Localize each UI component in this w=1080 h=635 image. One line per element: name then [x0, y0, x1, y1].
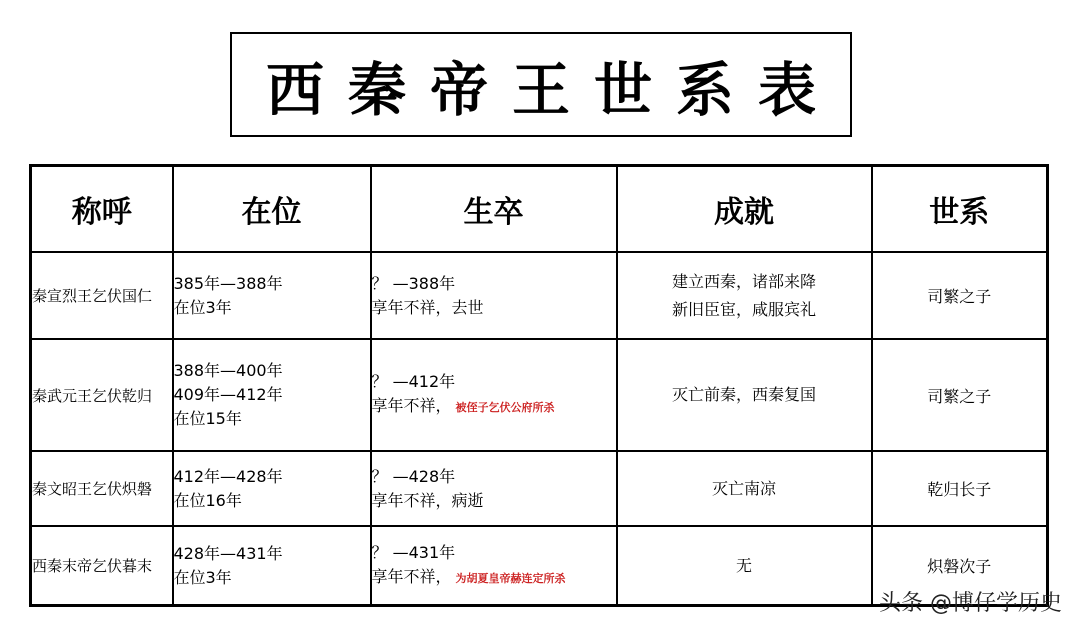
table-row: [31, 252, 1048, 339]
achievement-line: 无: [735, 555, 752, 575]
header-achievement: 成就: [617, 166, 872, 253]
reign-period: 409年—412年: [173, 385, 283, 405]
lifespan-death-line: [372, 394, 616, 420]
lifespan-death-line: [372, 565, 616, 591]
lifespan-death: 享年不祥，病逝: [371, 490, 484, 510]
header-title: 称呼: [31, 166, 173, 253]
reign-period: 412年—428年: [173, 466, 283, 486]
watermark: 头条 @博仔学历史: [879, 591, 1062, 616]
achievement-line: 建立西秦，诸部来降: [671, 271, 816, 291]
lifespan-death: 享年不祥，去世: [371, 297, 484, 317]
table-row: [31, 339, 1048, 451]
achievement-cell: [617, 526, 872, 605]
achievement-line: 灭亡前秦，西秦复国: [671, 385, 816, 405]
title-box: [230, 32, 852, 137]
lineage-cell: 炽磐次子: [872, 526, 1048, 605]
reign-period: 428年—431年: [173, 543, 283, 563]
reign-length: 在位3年: [173, 567, 232, 587]
lifespan-years: ？ —412年: [371, 372, 456, 392]
lifespan-death: 享年不祥，: [371, 396, 452, 416]
header-row: [31, 166, 1048, 253]
lifespan-years: ？ —388年: [371, 273, 456, 293]
ruler-name: 秦文昭王乞伏炽磐: [31, 451, 173, 526]
lineage-cell: 乾归长子: [872, 451, 1048, 526]
achievement-cell: [617, 451, 872, 526]
lifespan-cell: [371, 526, 617, 605]
page-title: 西秦帝王世系表: [265, 55, 840, 124]
lifespan-years: ？ —431年: [371, 542, 456, 562]
reign-length: 在位3年: [173, 297, 232, 317]
ruler-name: 秦武元王乞伏乾归: [31, 339, 173, 451]
ruler-name: 西秦末帝乞伏暮末: [31, 526, 173, 605]
lifespan-cell: [371, 252, 617, 339]
lineage-table: [29, 164, 1049, 607]
lifespan-cell: [371, 451, 617, 526]
achievement-cell: [617, 339, 872, 451]
reign-cell: [173, 339, 371, 451]
reign-cell: [173, 451, 371, 526]
header-reign: 在位: [173, 166, 371, 253]
lifespan-years: ？ —428年: [371, 466, 456, 486]
header-lineage: 世系: [872, 166, 1048, 253]
death-note: 为胡夏皇帝赫连定所杀: [455, 571, 566, 585]
header-lifespan: 生卒: [371, 166, 617, 253]
reign-length: 在位16年: [173, 490, 242, 510]
achievement-line: 新旧臣宦，咸服宾礼: [671, 299, 816, 319]
reign-cell: [173, 526, 371, 605]
reign-period: 385年—388年: [173, 273, 283, 293]
ruler-name: 秦宣烈王乞伏国仁: [31, 252, 173, 339]
lineage-cell: 司繁之子: [872, 339, 1048, 451]
reign-period: 388年—400年: [173, 361, 283, 381]
lifespan-cell: [371, 339, 617, 451]
death-note: 被侄子乞伏公府所杀: [455, 401, 555, 415]
reign-cell: [173, 252, 371, 339]
lifespan-death: 享年不祥，: [371, 566, 452, 586]
lineage-cell: 司繁之子: [872, 252, 1048, 339]
achievement-cell: [617, 252, 872, 339]
reign-length: 在位15年: [173, 409, 242, 429]
achievement-line: 灭亡南凉: [711, 478, 776, 498]
table-row: [31, 451, 1048, 526]
